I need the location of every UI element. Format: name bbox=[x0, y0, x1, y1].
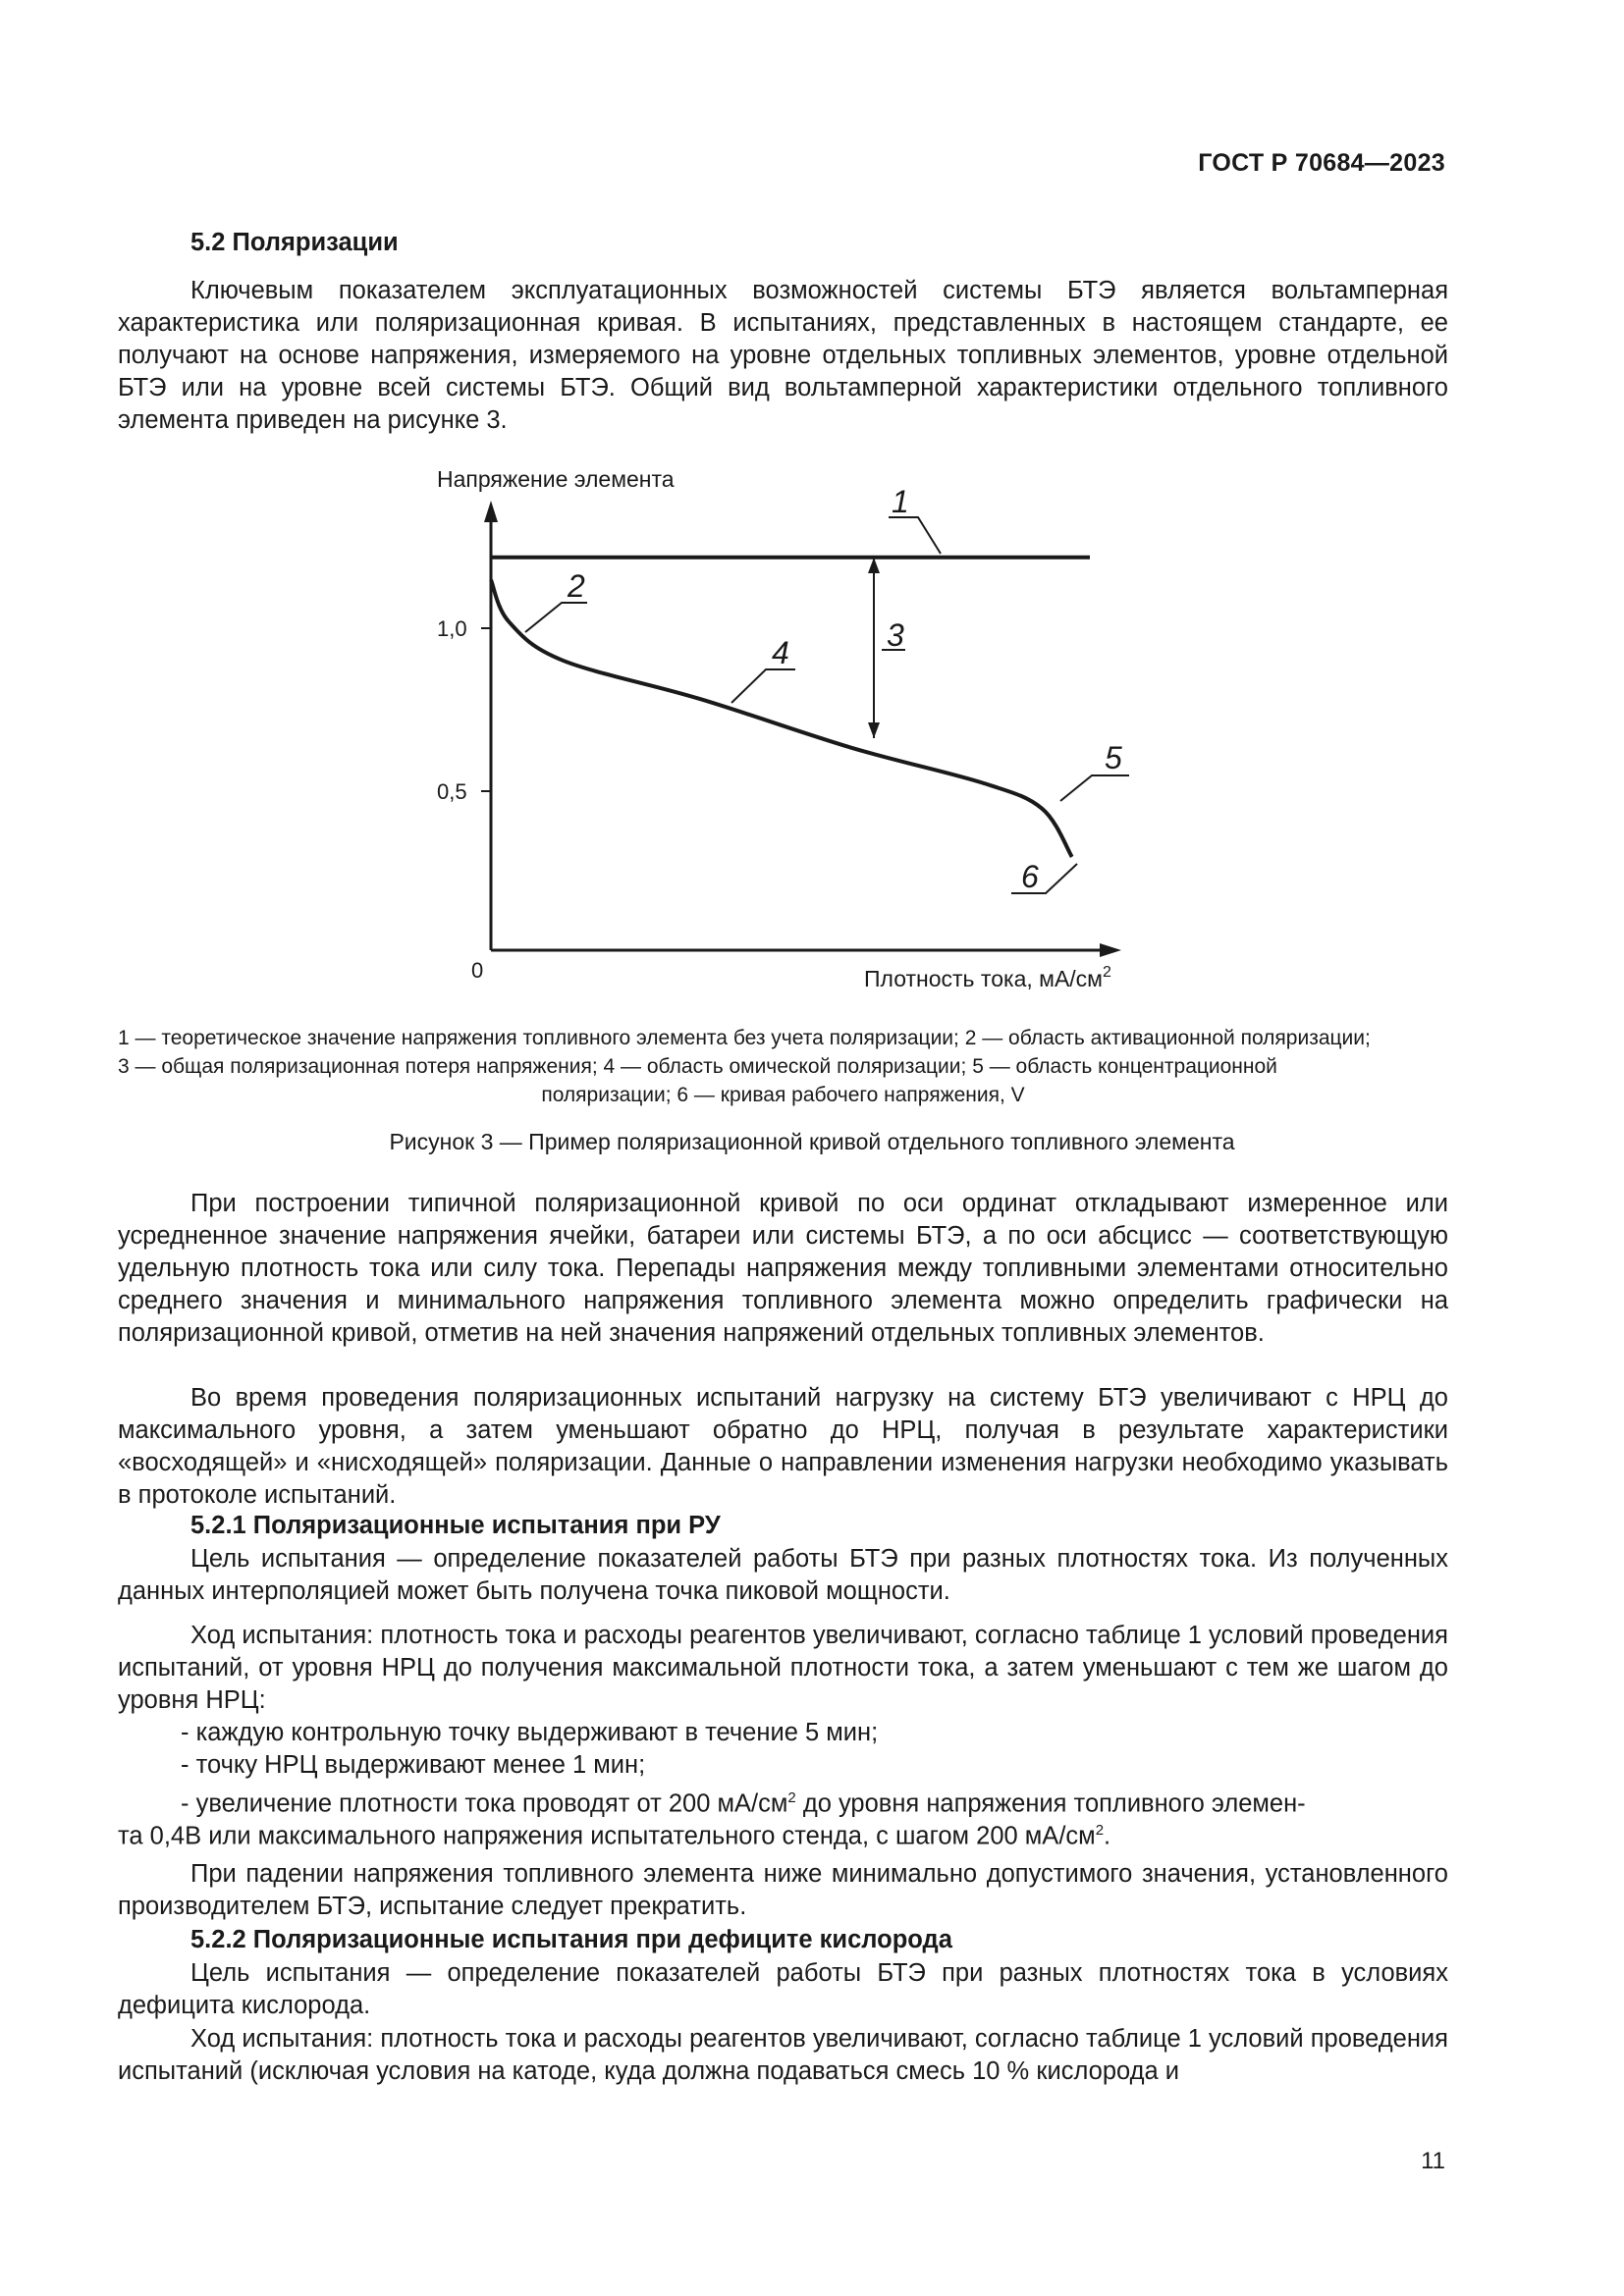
y-tick-label-2: 0,5 bbox=[437, 779, 467, 804]
arrow-head-top bbox=[868, 558, 880, 573]
leader-5 bbox=[1060, 775, 1129, 801]
list-item: - увеличение плотности тока проводят от 200 $мА/см^2$ до уровня напряжения топливного элемен- bbox=[181, 1789, 1306, 1818]
subsection-heading-521: 5.2.1 Поляризационные испытания при РУ bbox=[190, 1512, 721, 1539]
arrow-head-bottom bbox=[868, 722, 880, 738]
document-header: ГОСТ Р 70684—2023 bbox=[1198, 149, 1445, 177]
paragraph-4: Ход испытания: плотность тока и расходы реагентов увеличивают, согласно таблице 1 условий проведения испытаний, от уровня НРЦ до получения максимальной плотности тока, а затем уменьшают с тем же шагом до уровня НРЦ: bbox=[118, 1622, 1448, 1714]
y-axis-label: Напряжение элемента bbox=[437, 466, 675, 492]
x-axis-label: Плотность тока, $мА/см^2$ bbox=[864, 964, 1111, 991]
intro-paragraph: Ключевым показателем эксплуатационных возможностей системы БТЭ является вольтамперная характеристика или поляризационная кривая. В испытаниях, представленных в настоящем стандарте, ее получают на основе напряжения, измеряемого на уровне отдельных топливных элементов, уровне отдельной БТЭ или на уровне всей системы БТЭ. Общий вид вольтамперной характеристики отдельного топливного элемента приведен на рисунке 3. bbox=[118, 277, 1448, 434]
paragraph-1: При построении типичной поляризационной кривой по оси ординат откладывают измеренное или усредненное значение напряжения ячейки, батареи или системы БТЭ, а по оси абсцисс — соответствующую удельную плотность тока или силу тока. Перепады напряжения между топливными элементами относительно среднего значения и минимального напряжения топливного элемента можно определить графически на поляризационной кривой, отметив на ней значения напряжений отдельных топливных элементов. bbox=[118, 1190, 1448, 1347]
y-tick-label-1: 1,0 bbox=[437, 616, 467, 641]
marker-4: 4 bbox=[772, 635, 789, 670]
paragraph-7: Ход испытания: плотность тока и расходы реагентов увеличивают, согласно таблице 1 условий проведения испытаний (исключая условия на катоде, куда должна подаваться смесь 10 % кислорода и bbox=[118, 2025, 1448, 2085]
section-heading: 5.2 Поляризации bbox=[190, 229, 399, 256]
marker-6: 6 bbox=[1021, 859, 1039, 894]
y-axis-arrow bbox=[484, 501, 498, 522]
leader-1 bbox=[889, 517, 941, 554]
paragraph-3: Цель испытания — определение показателей работы БТЭ при разных плотностях тока. Из полученных данных интерполяцией может быть получена точка пиковой мощности. bbox=[118, 1545, 1448, 1605]
marker-2: 2 bbox=[568, 568, 585, 604]
leader-4 bbox=[731, 669, 795, 703]
legend-line-3: поляризации; 6 — кривая рабочего напряжения, V bbox=[541, 1084, 1025, 1106]
x-axis-arrow bbox=[1100, 943, 1121, 957]
list-item: - каждую контрольную точку выдерживают в течение 5 мин; bbox=[181, 1719, 879, 1746]
legend-line-2: 3 — общая поляризационная потеря напряжения; 4 — область омической поляризации; 5 — область концентрационной bbox=[118, 1055, 1277, 1078]
page-number: 11 bbox=[1421, 2148, 1445, 2174]
subsection-heading-522: 5.2.2 Поляризационные испытания при дефиците кислорода bbox=[190, 1926, 952, 1953]
figure-caption: Рисунок 3 — Пример поляризационной кривой отдельного топливного элемента bbox=[389, 1129, 1235, 1154]
figure-legend bbox=[118, 1024, 1448, 1109]
working-voltage-curve bbox=[491, 580, 1072, 857]
paragraph-5: При падении напряжения топливного элемента ниже минимально допустимого значения, установленного производителем БТЭ, испытание следует прекратить. bbox=[118, 1860, 1448, 1920]
paragraph-6: Цель испытания — определение показателей работы БТЭ при разных плотностях тока в условиях дефицита кислорода. bbox=[118, 1959, 1448, 2019]
list-item-continuation: та 0,4В или максимального напряжения испытательного стенда, с шагом 200 $мА/см^2$. bbox=[118, 1822, 1111, 1850]
marker-1: 1 bbox=[892, 484, 909, 519]
marker-5: 5 bbox=[1105, 740, 1122, 775]
origin-label: 0 bbox=[471, 958, 484, 983]
leader-2 bbox=[525, 603, 587, 632]
legend-line-1: 1 — теоретическое значение напряжения топливного элемента без учета поляризации; 2 — область активационной поляризации; bbox=[118, 1027, 1371, 1049]
paragraph-2: Во время проведения поляризационных испытаний нагрузку на систему БТЭ увеличивают с НРЦ до максимального уровня, а затем уменьшают обратно до НРЦ, получая в результате характеристики «восходящей» и «нисходящей» поляризации. Данные о направлении изменения нагрузки необходимо указывать в протоколе испытаний. bbox=[118, 1384, 1448, 1509]
marker-3: 3 bbox=[887, 617, 904, 653]
list-item: - точку НРЦ выдерживают менее 1 мин; bbox=[181, 1751, 646, 1779]
polarization-figure bbox=[0, 452, 1624, 1011]
